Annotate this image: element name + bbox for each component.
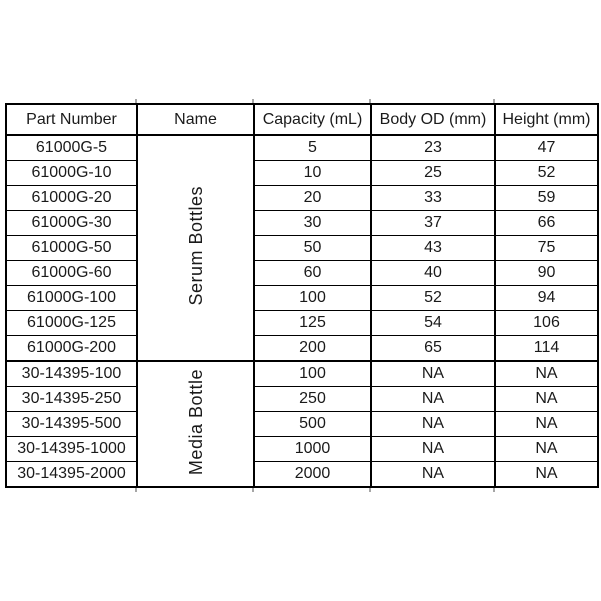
part-number-cell: 30-14395-500 [6, 412, 137, 437]
part-number-cell: 61000G-60 [6, 261, 137, 286]
body-od-cell: 25 [371, 161, 495, 186]
table-row [6, 161, 598, 186]
group-name-cell [137, 361, 254, 487]
body-od-cell: 52 [371, 286, 495, 311]
table-row [6, 261, 598, 286]
body-od-cell: NA [371, 437, 495, 462]
body-od-cell: NA [371, 462, 495, 488]
part-number-cell: 30-14395-250 [6, 387, 137, 412]
height-cell: 66 [495, 211, 598, 236]
capacity-cell: 60 [254, 261, 371, 286]
table-body [6, 135, 598, 487]
table-row [6, 286, 598, 311]
table-row [6, 211, 598, 236]
gridline-tick [369, 488, 371, 492]
height-cell: NA [495, 361, 598, 387]
header-row [6, 104, 598, 135]
height-cell: NA [495, 412, 598, 437]
part-number-cell: 61000G-50 [6, 236, 137, 261]
gridline-tick [252, 488, 254, 492]
height-cell: 90 [495, 261, 598, 286]
capacity-cell: 5 [254, 135, 371, 161]
header-cell: Part Number [6, 104, 137, 135]
gridline-tick [493, 488, 495, 492]
body-od-cell: 65 [371, 336, 495, 362]
gridline-tick [135, 488, 137, 492]
capacity-cell: 10 [254, 161, 371, 186]
height-cell: 59 [495, 186, 598, 211]
part-number-cell: 30-14395-2000 [6, 462, 137, 488]
part-number-cell: 61000G-5 [6, 135, 137, 161]
bottle-spec-table-container [5, 103, 599, 488]
capacity-cell: 100 [254, 361, 371, 387]
group-name-vertical-label: Serum Bottles [185, 186, 206, 306]
table-row [6, 412, 598, 437]
height-cell: 47 [495, 135, 598, 161]
header-cell: Body OD (mm) [371, 104, 495, 135]
body-od-cell: NA [371, 361, 495, 387]
capacity-cell: 1000 [254, 437, 371, 462]
header-cell: Name [137, 104, 254, 135]
table-header [6, 104, 598, 135]
gridline-tick [369, 99, 371, 103]
capacity-cell: 30 [254, 211, 371, 236]
height-cell: NA [495, 462, 598, 488]
table-row [6, 462, 598, 488]
capacity-cell: 250 [254, 387, 371, 412]
capacity-cell: 50 [254, 236, 371, 261]
body-od-cell: 43 [371, 236, 495, 261]
body-od-cell: 33 [371, 186, 495, 211]
height-cell: 94 [495, 286, 598, 311]
gridline-tick [493, 99, 495, 103]
table-row [6, 437, 598, 462]
capacity-cell: 2000 [254, 462, 371, 488]
capacity-cell: 125 [254, 311, 371, 336]
part-number-cell: 61000G-20 [6, 186, 137, 211]
table-row [6, 186, 598, 211]
capacity-cell: 100 [254, 286, 371, 311]
height-cell: NA [495, 437, 598, 462]
height-cell: 114 [495, 336, 598, 362]
body-od-cell: NA [371, 412, 495, 437]
part-number-cell: 61000G-100 [6, 286, 137, 311]
height-cell: 75 [495, 236, 598, 261]
table-row [6, 387, 598, 412]
height-cell: 106 [495, 311, 598, 336]
body-od-cell: 37 [371, 211, 495, 236]
table-row [6, 236, 598, 261]
capacity-cell: 500 [254, 412, 371, 437]
header-cell: Height (mm) [495, 104, 598, 135]
gridline-tick [135, 99, 137, 103]
capacity-cell: 200 [254, 336, 371, 362]
group-name-cell [137, 135, 254, 361]
height-cell: 52 [495, 161, 598, 186]
table-row [6, 361, 598, 387]
part-number-cell: 61000G-200 [6, 336, 137, 362]
header-cell: Capacity (mL) [254, 104, 371, 135]
body-od-cell: NA [371, 387, 495, 412]
body-od-cell: 23 [371, 135, 495, 161]
height-cell: NA [495, 387, 598, 412]
table-row [6, 135, 598, 161]
body-od-cell: 54 [371, 311, 495, 336]
part-number-cell: 61000G-10 [6, 161, 137, 186]
gridline-tick [252, 99, 254, 103]
part-number-cell: 30-14395-1000 [6, 437, 137, 462]
table-row [6, 311, 598, 336]
part-number-cell: 30-14395-100 [6, 361, 137, 387]
capacity-cell: 20 [254, 186, 371, 211]
body-od-cell: 40 [371, 261, 495, 286]
part-number-cell: 61000G-125 [6, 311, 137, 336]
group-name-vertical-label: Media Bottle [185, 368, 206, 476]
bottle-spec-table [5, 103, 599, 488]
part-number-cell: 61000G-30 [6, 211, 137, 236]
table-row [6, 336, 598, 362]
